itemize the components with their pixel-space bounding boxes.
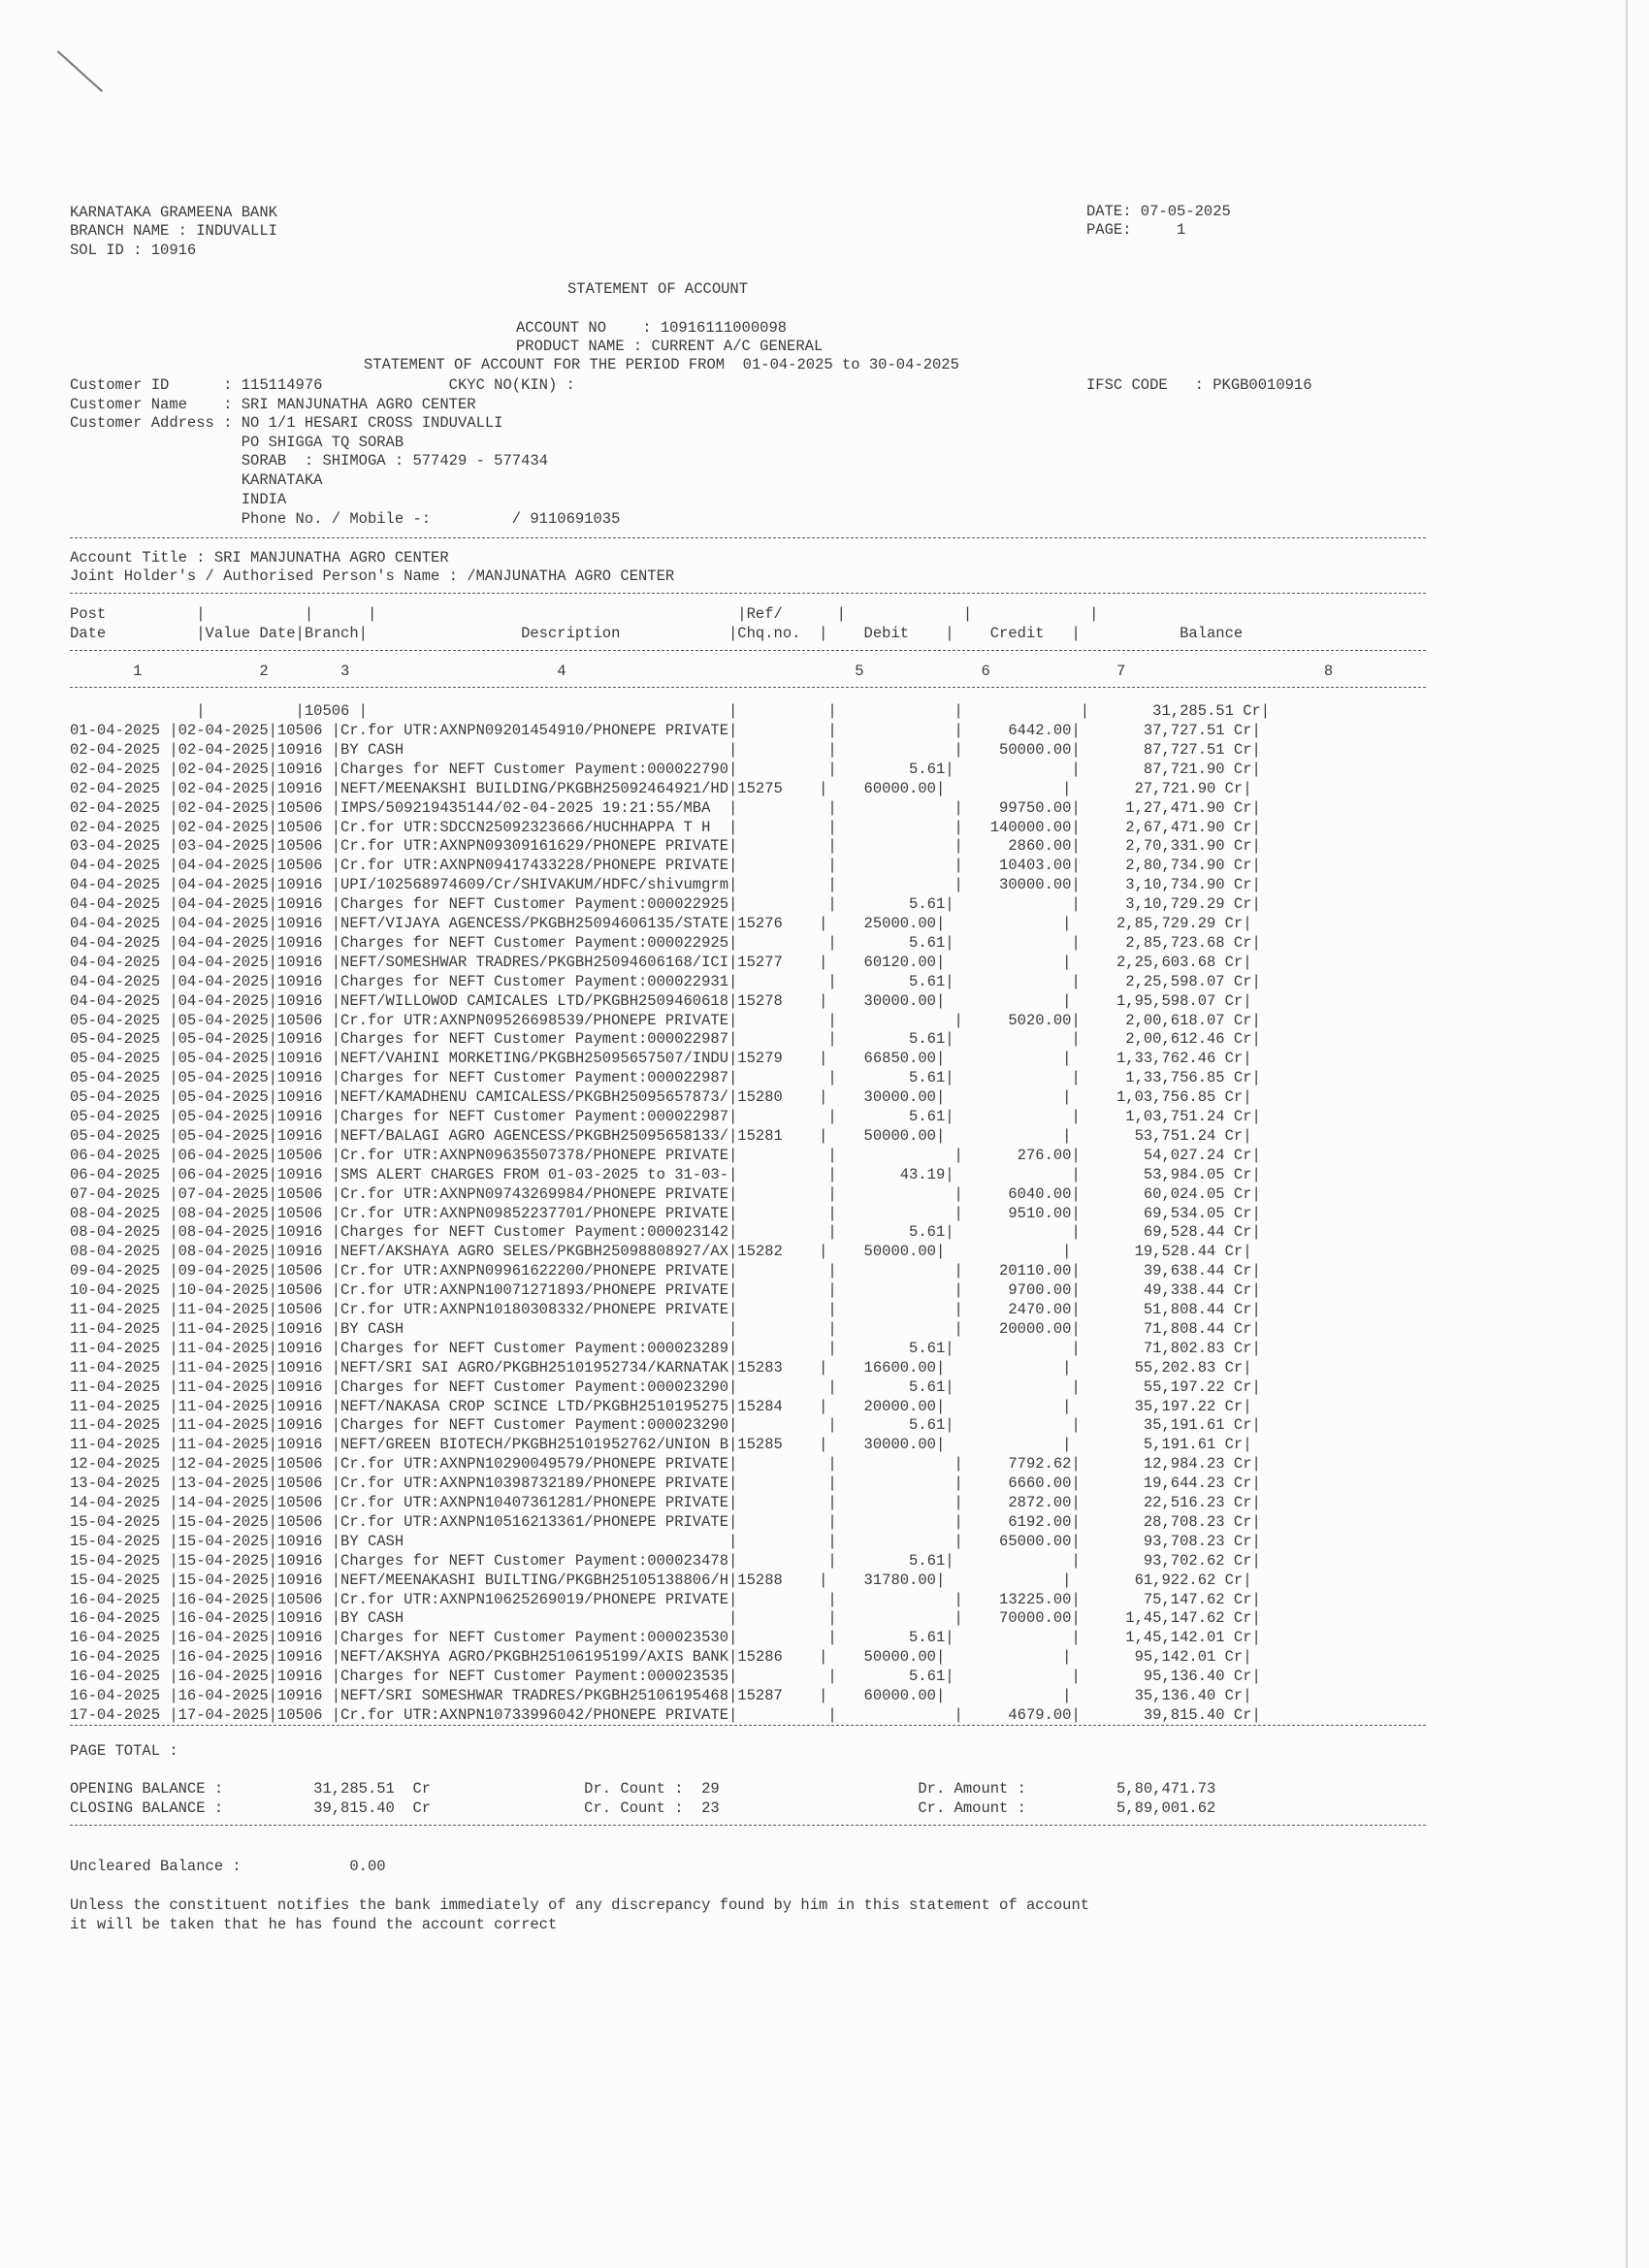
- divider: [70, 537, 1426, 538]
- uncleared-balance: Uncleared Balance : 0.00: [70, 1858, 386, 1875]
- statement-date: DATE: 07-05-2025: [1086, 203, 1231, 220]
- column-numbers: 1 2 3 4 5 6 7 8: [70, 663, 1334, 680]
- table-row: 11-04-2025 |11-04-2025|10916 |NEFT/SRI SAI AGRO/PKGBH25101952734/KARNATAK|15283 | 16600.00| | 55,202.83 Cr|: [70, 1358, 1252, 1377]
- table-row: 16-04-2025 |16-04-2025|10506 |Cr.for UTR:AXNPN10625269019/PHONEPE PRIVATE| | | 13225.00| 75,147.62 Cr|: [70, 1590, 1261, 1608]
- table-row: 05-04-2025 |05-04-2025|10916 |Charges for NEFT Customer Payment:000022987| | 5.61| | 1,03,751.24 Cr|: [70, 1108, 1261, 1125]
- table-header-line: Post | | | |Ref/ | | |: [70, 605, 1099, 623]
- table-row: 16-04-2025 |16-04-2025|10916 |Charges for NEFT Customer Payment:000023530| | 5.61| | 1,45,142.01 Cr|: [70, 1629, 1261, 1647]
- customer-address-line: Customer Address : NO 1/1 HESARI CROSS INDUVALLI: [70, 414, 503, 432]
- table-row: 15-04-2025 |15-04-2025|10916 |Charges for NEFT Customer Payment:000023478| | 5.61| | 93,702.62 Cr|: [70, 1551, 1261, 1570]
- customer-id: Customer ID : 115114976 CKYC NO(KIN) :: [70, 376, 575, 394]
- page-number: PAGE: 1: [1086, 221, 1186, 239]
- sol-id: SOL ID : 10916: [70, 242, 197, 259]
- table-header-line: Date |Value Date|Branch| Description |Chq.no. | Debit | Credit | Balance: [70, 625, 1244, 642]
- table-row: 05-04-2025 |05-04-2025|10916 |NEFT/VAHINI MORKETING/PKGBH25095657507/INDU|15279 | 66850.00| | 1,33,762.46 Cr|: [70, 1050, 1252, 1068]
- customer-address-line: PO SHIGGA TQ SORAB: [70, 434, 404, 451]
- notice-line: Unless the constituent notifies the bank immediately of any discrepancy found by him in this statement of account: [70, 1896, 1090, 1914]
- table-row: 02-04-2025 |02-04-2025|10916 |BY CASH | | | 50000.00| 87,727.51 Cr|: [70, 740, 1261, 759]
- table-row: 04-04-2025 |04-04-2025|10916 |UPI/102568974609/Cr/SHIVAKUM/HDFC/shivumgrm| | | 30000.00| 3,10,734.90 Cr|: [70, 876, 1261, 894]
- table-row: 04-04-2025 |04-04-2025|10506 |Cr.for UTR:AXNPN09417433228/PHONEPE PRIVATE| | | 10403.00| 2,80,734.90 Cr|: [70, 857, 1261, 875]
- table-row: 10-04-2025 |10-04-2025|10506 |Cr.for UTR:AXNPN10071271893/PHONEPE PRIVATE| | | 9700.00| 49,338.44 Cr|: [70, 1281, 1261, 1300]
- table-row: 05-04-2025 |05-04-2025|10916 |Charges for NEFT Customer Payment:000022987| | 5.61| | 1,33,756.85 Cr|: [70, 1069, 1261, 1087]
- table-row: 01-04-2025 |02-04-2025|10506 |Cr.for UTR:AXNPN09201454910/PHONEPE PRIVATE| | | 6442.00| 37,727.51 Cr|: [70, 722, 1261, 739]
- notice-line: it will be taken that he has found the account correct: [70, 1916, 558, 1933]
- table-row: 16-04-2025 |16-04-2025|10916 |Charges for NEFT Customer Payment:000023535| | 5.61| | 95,136.40 Cr|: [70, 1668, 1261, 1686]
- table-row: 16-04-2025 |16-04-2025|10916 |NEFT/SRI SOMESHWAR TRADRES/PKGBH25106195468|15287 | 60000.00| | 35,136.40 Cr|: [70, 1687, 1252, 1704]
- table-row: 11-04-2025 |11-04-2025|10506 |Cr.for UTR:AXNPN10180308332/PHONEPE PRIVATE| | | 2470.00| 51,808.44 Cr|: [70, 1301, 1261, 1318]
- summary-closing: CLOSING BALANCE : 39,815.40 Cr Cr. Count : 23 Cr. Amount : 5,89,001.62: [70, 1799, 1216, 1817]
- table-row: 04-04-2025 |04-04-2025|10916 |Charges for NEFT Customer Payment:000022931| | 5.61| | 2,25,598.07 Cr|: [70, 972, 1261, 990]
- table-row: 02-04-2025 |02-04-2025|10506 |IMPS/509219435144/02-04-2025 19:21:55/MBA | | | 99750.00| 1,27,471.90 Cr|: [70, 798, 1261, 817]
- customer-name: Customer Name : SRI MANJUNATHA AGRO CENTER: [70, 396, 476, 413]
- scan-mark: [1626, 0, 1628, 2268]
- account-title: Account Title : SRI MANJUNATHA AGRO CENTER: [70, 549, 449, 567]
- bank-name: KARNATAKA GRAMEENA BANK: [70, 204, 277, 221]
- divider: [70, 687, 1426, 688]
- table-row: 11-04-2025 |11-04-2025|10916 |Charges for NEFT Customer Payment:000023290| | 5.61| | 55,197.22 Cr|: [70, 1377, 1261, 1396]
- table-row: 11-04-2025 |11-04-2025|10916 |Charges for NEFT Customer Payment:000023290| | 5.61| | 35,191.61 Cr|: [70, 1416, 1261, 1435]
- divider: [70, 1825, 1426, 1826]
- table-row: 08-04-2025 |08-04-2025|10916 |Charges for NEFT Customer Payment:000023142| | 5.61| | 69,528.44 Cr|: [70, 1223, 1261, 1242]
- table-row: 16-04-2025 |16-04-2025|10916 |BY CASH | | | 70000.00| 1,45,147.62 Cr|: [70, 1609, 1261, 1628]
- statement-title: STATEMENT OF ACCOUNT: [567, 280, 749, 298]
- customer-address-line: KARNATAKA: [70, 471, 323, 489]
- table-row: 03-04-2025 |03-04-2025|10506 |Cr.for UTR:AXNPN09309161629/PHONEPE PRIVATE| | | 2860.00| 2,70,331.90 Cr|: [70, 837, 1261, 856]
- divider: [70, 593, 1426, 594]
- table-row: 05-04-2025 |05-04-2025|10916 |NEFT/KAMADHENU CAMICALESS/PKGBH25095657873/|15280 | 30000.00| | 1,03,756.85 Cr|: [70, 1088, 1252, 1107]
- table-row: 11-04-2025 |11-04-2025|10916 |NEFT/NAKASA CROP SCINCE LTD/PKGBH2510195275|15284 | 20000.00| | 35,197.22 Cr|: [70, 1397, 1252, 1415]
- ifsc-code: IFSC CODE : PKGB0010916: [1086, 376, 1312, 394]
- table-row: 05-04-2025 |05-04-2025|10916 |NEFT/BALAGI AGRO AGENCESS/PKGBH25095658133/|15281 | 50000.00| | 53,751.24 Cr|: [70, 1126, 1252, 1145]
- table-row: 04-04-2025 |04-04-2025|10916 |NEFT/SOMESHWAR TRADRES/PKGBH25094606168/ICI|15277 | 60120.00| | 2,25,603.68 Cr|: [70, 953, 1252, 971]
- table-row: 15-04-2025 |15-04-2025|10506 |Cr.for UTR:AXNPN10516213361/PHONEPE PRIVATE| | | 6192.00| 28,708.23 Cr|: [70, 1512, 1261, 1531]
- summary-opening: OPENING BALANCE : 31,285.51 Cr Dr. Count : 29 Dr. Amount : 5,80,471.73: [70, 1780, 1216, 1798]
- joint-holder: Joint Holder's / Authorised Person's Name : /MANJUNATHA AGRO CENTER: [70, 567, 675, 585]
- table-row: 11-04-2025 |11-04-2025|10916 |Charges for NEFT Customer Payment:000023289| | 5.61| | 71,802.83 Cr|: [70, 1339, 1261, 1357]
- table-row: 05-04-2025 |05-04-2025|10506 |Cr.for UTR:AXNPN09526698539/PHONEPE PRIVATE| | | 5020.00| 2,00,618.07 Cr|: [70, 1011, 1261, 1029]
- table-row: 02-04-2025 |02-04-2025|10916 |Charges for NEFT Customer Payment:000022790| | 5.61| | 87,721.90 Cr|: [70, 760, 1261, 778]
- table-row: 07-04-2025 |07-04-2025|10506 |Cr.for UTR:AXNPN09743269984/PHONEPE PRIVATE| | | 6040.00| 60,024.05 Cr|: [70, 1184, 1261, 1203]
- customer-phone: Phone No. / Mobile -: / 9110691035: [70, 510, 621, 528]
- table-row: 06-04-2025 |06-04-2025|10506 |Cr.for UTR:AXNPN09635507378/PHONEPE PRIVATE| | | 276.00| 54,027.24 Cr|: [70, 1146, 1261, 1164]
- table-row: 13-04-2025 |13-04-2025|10506 |Cr.for UTR:AXNPN10398732189/PHONEPE PRIVATE| | | 6660.00| 19,644.23 Cr|: [70, 1474, 1261, 1493]
- table-row: 06-04-2025 |06-04-2025|10916 |SMS ALERT CHARGES FROM 01-03-2025 to 31-03-| | 43.19| | 53,984.05 Cr|: [70, 1165, 1261, 1183]
- table-row: 12-04-2025 |12-04-2025|10506 |Cr.for UTR:AXNPN10290049579/PHONEPE PRIVATE| | | 7792.62| 12,984.23 Cr|: [70, 1455, 1261, 1474]
- table-row: 02-04-2025 |02-04-2025|10506 |Cr.for UTR:SDCCN25092323666/HUCHHAPPA T H | | | 140000.00| 2,67,471.90 Cr|: [70, 818, 1261, 836]
- table-row: 05-04-2025 |05-04-2025|10916 |Charges for NEFT Customer Payment:000022987| | 5.61| | 2,00,612.46 Cr|: [70, 1030, 1261, 1049]
- scan-mark: [57, 50, 103, 92]
- customer-address-line: SORAB : SHIMOGA : 577429 - 577434: [70, 452, 548, 470]
- table-row: 17-04-2025 |17-04-2025|10506 |Cr.for UTR:AXNPN10733996042/PHONEPE PRIVATE| | | 4679.00| 39,815.40 Cr|: [70, 1705, 1261, 1724]
- table-row: 11-04-2025 |11-04-2025|10916 |NEFT/GREEN BIOTECH/PKGBH25101952762/UNION B|15285 | 30000.00| | 5,191.61 Cr|: [70, 1436, 1252, 1454]
- table-row: 11-04-2025 |11-04-2025|10916 |BY CASH | | | 20000.00| 71,808.44 Cr|: [70, 1319, 1261, 1338]
- table-row: 08-04-2025 |08-04-2025|10916 |NEFT/AKSHAYA AGRO SELES/PKGBH25098808927/AX|15282 | 50000.00| | 19,528.44 Cr|: [70, 1243, 1252, 1261]
- product-name: PRODUCT NAME : CURRENT A/C GENERAL: [516, 338, 824, 355]
- table-row: 15-04-2025 |15-04-2025|10916 |NEFT/MEENAKASHI BUILTING/PKGBH25105138806/H|15288 | 31780.00| | 61,922.62 Cr|: [70, 1571, 1252, 1589]
- table-row: 16-04-2025 |16-04-2025|10916 |NEFT/AKSHYA AGRO/PKGBH25106195199/AXIS BANK|15286 | 50000.00| | 95,142.01 Cr|: [70, 1648, 1252, 1667]
- branch-name: BRANCH NAME : INDUVALLI: [70, 222, 277, 240]
- table-row: 09-04-2025 |09-04-2025|10506 |Cr.for UTR:AXNPN09961622200/PHONEPE PRIVATE| | | 20110.00| 39,638.44 Cr|: [70, 1262, 1261, 1280]
- table-row: 04-04-2025 |04-04-2025|10916 |Charges for NEFT Customer Payment:000022925| | 5.61| | 3,10,729.29 Cr|: [70, 895, 1261, 914]
- table-row: 04-04-2025 |04-04-2025|10916 |NEFT/VIJAYA AGENCESS/PKGBH25094606135/STATE|15276 | 25000.00| | 2,85,729.29 Cr|: [70, 915, 1252, 932]
- customer-address-line: INDIA: [70, 491, 287, 508]
- divider: [70, 1725, 1426, 1726]
- table-row: 08-04-2025 |08-04-2025|10506 |Cr.for UTR:AXNPN09852237701/PHONEPE PRIVATE| | | 9510.00| 69,534.05 Cr|: [70, 1204, 1261, 1222]
- table-row: 15-04-2025 |15-04-2025|10916 |BY CASH | | | 65000.00| 93,708.23 Cr|: [70, 1532, 1261, 1550]
- page-total: PAGE TOTAL :: [70, 1742, 178, 1760]
- opening-balance-row: | |10506 | | | | | 31,285.51 Cr|: [70, 702, 1271, 720]
- divider: [70, 650, 1426, 651]
- statement-period: STATEMENT OF ACCOUNT FOR THE PERIOD FROM 01-04-2025 to 30-04-2025: [364, 356, 959, 373]
- table-row: 04-04-2025 |04-04-2025|10916 |Charges for NEFT Customer Payment:000022925| | 5.61| | 2,85,723.68 Cr|: [70, 933, 1261, 952]
- table-row: 02-04-2025 |02-04-2025|10916 |NEFT/MEENAKSHI BUILDING/PKGBH25092464921/HD|15275 | 60000.00| | 27,721.90 Cr|: [70, 779, 1252, 797]
- table-row: 14-04-2025 |14-04-2025|10506 |Cr.for UTR:AXNPN10407361281/PHONEPE PRIVATE| | | 2872.00| 22,516.23 Cr|: [70, 1494, 1261, 1511]
- account-number: ACCOUNT NO : 10916111000098: [516, 319, 788, 337]
- table-row: 04-04-2025 |04-04-2025|10916 |NEFT/WILLOWOD CAMICALES LTD/PKGBH2509460618|15278 | 30000.00| | 1,95,598.07 Cr|: [70, 991, 1252, 1010]
